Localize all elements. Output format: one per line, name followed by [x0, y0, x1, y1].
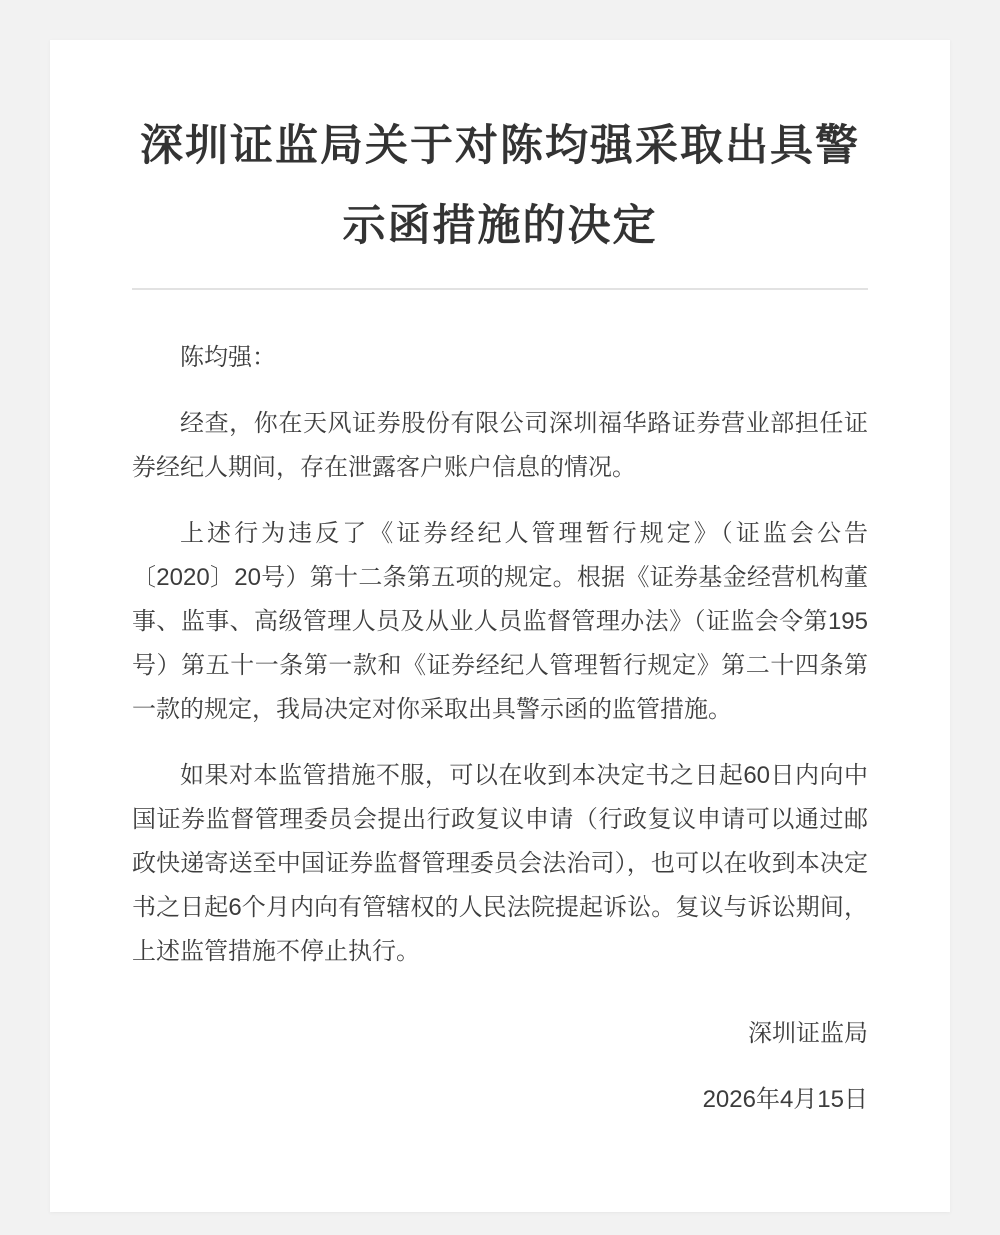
document-title-line-1: 深圳证监局关于对陈均强采取出具警	[140, 122, 860, 170]
paragraph-legal-basis: 上述行为违反了《证券经纪人管理暂行规定》（证监会公告〔2020〕20号）第十二条第五项的规定。根据《证券基金经营机构董事、监事、高级管理人员及从业人员监督管理办法》（证监会令第195号）第五十一条第一款和《证券经纪人管理暂行规定》第二十四条第一款的规定，我局决定对你采取出具警示函的监管措施。	[132, 520, 868, 723]
salutation: 陈均强：	[180, 344, 276, 371]
title-divider	[132, 288, 868, 290]
document-card	[50, 40, 950, 1212]
issuer-signature: 深圳证监局	[748, 1020, 868, 1047]
paragraph-findings: 经查，你在天风证券股份有限公司深圳福华路证券营业部担任证券经纪人期间，存在泄露客户账户信息的情况。	[132, 410, 868, 481]
issue-date: 2026年4月15日	[702, 1086, 868, 1113]
paragraph-appeal-rights: 如果对本监管措施不服，可以在收到本决定书之日起60日内向中国证券监督管理委员会提出行政复议申请（行政复议申请可以通过邮政快递寄送至中国证券监督管理委员会法治司），也可以在收到本决定书之日起6个月内向有管辖权的人民法院提起诉讼。复议与诉讼期间，上述监管措施不停止执行。	[132, 762, 868, 965]
document-title	[132, 106, 868, 266]
document-title-line-2: 示函措施的决定	[342, 202, 658, 250]
